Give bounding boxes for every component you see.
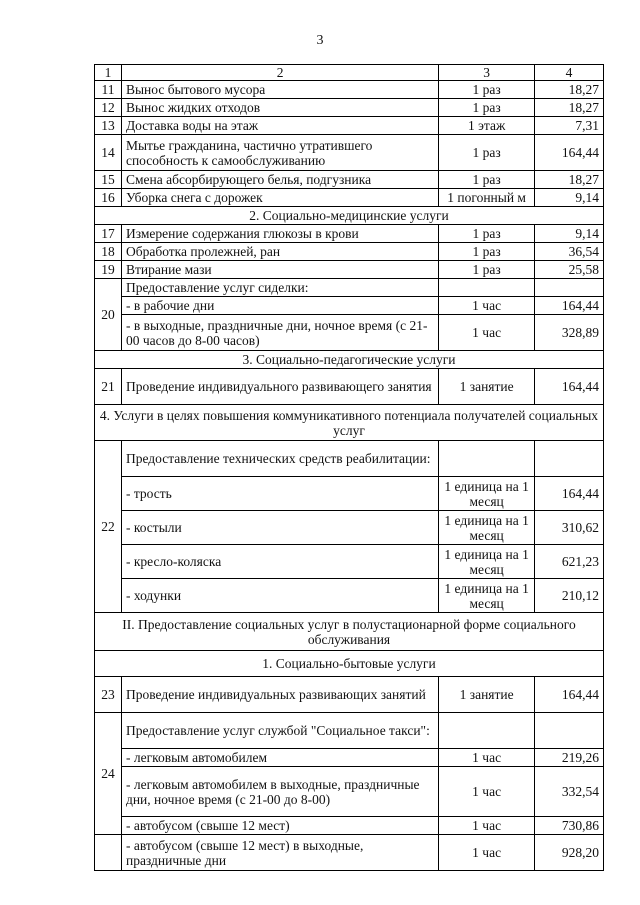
section-heading: 2. Социально-медицинские услуги	[95, 207, 604, 225]
table-row	[95, 677, 604, 713]
service-price: 18,27	[535, 171, 604, 189]
row-number: 16	[95, 189, 122, 207]
row-number: 17	[95, 225, 122, 243]
section-row	[95, 613, 604, 651]
service-price: 25,58	[535, 261, 604, 279]
service-unit: 1 раз	[439, 81, 535, 99]
service-name: - трость	[121, 477, 438, 511]
service-price: 9,14	[535, 225, 604, 243]
table-row	[95, 835, 604, 871]
column-number-cell: 1	[95, 65, 122, 81]
service-price: 36,54	[535, 243, 604, 261]
service-price: 328,89	[535, 315, 604, 351]
table-row	[95, 441, 604, 477]
table-row	[95, 99, 604, 117]
service-name: - автобусом (свыше 12 мест)	[121, 817, 438, 835]
service-price: 730,86	[535, 817, 604, 835]
service-unit: 1 единица на 1 месяц	[439, 511, 535, 545]
column-number-cell: 3	[439, 65, 535, 81]
table-row	[95, 171, 604, 189]
section-heading: 3. Социально-педагогические услуги	[95, 351, 604, 369]
section-row	[95, 405, 604, 441]
table-row	[95, 315, 604, 351]
service-name: - костыли	[121, 511, 438, 545]
section-heading: II. Предоставление социальных услуг в полустационарной форме социального обслуживания	[95, 613, 604, 651]
service-unit: 1 час	[439, 767, 535, 817]
table-row	[95, 261, 604, 279]
section-row	[95, 207, 604, 225]
service-price: 219,26	[535, 749, 604, 767]
service-name: Втирание мази	[121, 261, 438, 279]
service-unit: 1 раз	[439, 99, 535, 117]
service-name: - легковым автомобилем	[121, 749, 438, 767]
service-name: - легковым автомобилем в выходные, праздничные дни, ночное время (с 21-00 до 8-00)	[121, 767, 438, 817]
service-name: - автобусом (свыше 12 мест) в выходные, праздничные дни	[121, 835, 438, 871]
service-unit: 1 погонный м	[439, 189, 535, 207]
service-price: 164,44	[535, 369, 604, 405]
service-name: Проведение индивидуального развивающего занятия	[121, 369, 438, 405]
row-number: 14	[95, 135, 122, 171]
service-unit: 1 час	[439, 297, 535, 315]
service-name: - в рабочие дни	[121, 297, 438, 315]
table-row	[95, 369, 604, 405]
empty-cell	[535, 441, 604, 477]
service-name: Уборка снега с дорожек	[121, 189, 438, 207]
service-unit: 1 час	[439, 749, 535, 767]
service-price: 18,27	[535, 99, 604, 117]
service-price: 7,31	[535, 117, 604, 135]
row-number: 15	[95, 171, 122, 189]
table-row	[95, 545, 604, 579]
service-price: 310,62	[535, 511, 604, 545]
service-price: 164,44	[535, 677, 604, 713]
row-number: 23	[95, 677, 122, 713]
service-unit: 1 единица на 1 месяц	[439, 477, 535, 511]
service-price: 621,23	[535, 545, 604, 579]
service-group-title: Предоставление услуг службой "Социальное такси":	[121, 713, 438, 749]
service-unit: 1 раз	[439, 243, 535, 261]
service-name: Доставка воды на этаж	[121, 117, 438, 135]
service-name: Вынос жидких отходов	[121, 99, 438, 117]
service-price: 332,54	[535, 767, 604, 817]
column-number-cell: 4	[535, 65, 604, 81]
service-name: Обработка пролежней, ран	[121, 243, 438, 261]
row-number: 11	[95, 81, 122, 99]
service-name: Измерение содержания глюкозы в крови	[121, 225, 438, 243]
row-number: 24	[95, 713, 122, 835]
section-heading: 1. Социально-бытовые услуги	[95, 651, 604, 677]
table-row	[95, 767, 604, 817]
section-heading: 4. Услуги в целях повышения коммуникативного потенциала получателей социальных услуг	[95, 405, 604, 441]
column-number-row	[95, 65, 604, 81]
service-name: - в выходные, праздничные дни, ночное время (с 21-00 часов до 8-00 часов)	[121, 315, 438, 351]
table-row	[95, 135, 604, 171]
service-price: 210,12	[535, 579, 604, 613]
service-name: Мытье гражданина, частично утратившего способность к самообслуживанию	[121, 135, 438, 171]
service-unit: 1 раз	[439, 225, 535, 243]
table-row	[95, 817, 604, 835]
service-unit: 1 раз	[439, 171, 535, 189]
row-number: 22	[95, 441, 122, 613]
service-price: 18,27	[535, 81, 604, 99]
service-unit: 1 единица на 1 месяц	[439, 579, 535, 613]
service-group-title: Предоставление технических средств реабилитации:	[121, 441, 438, 477]
service-name: Вынос бытового мусора	[121, 81, 438, 99]
row-number: 20	[95, 279, 122, 351]
service-name: - ходунки	[121, 579, 438, 613]
empty-cell	[95, 835, 122, 871]
table-row	[95, 225, 604, 243]
empty-cell	[535, 279, 604, 297]
table-row	[95, 297, 604, 315]
table-row	[95, 243, 604, 261]
service-unit: 1 раз	[439, 135, 535, 171]
empty-cell	[439, 279, 535, 297]
service-price: 9,14	[535, 189, 604, 207]
column-number-cell: 2	[121, 65, 438, 81]
table-row	[95, 713, 604, 749]
tariff-table	[94, 64, 604, 871]
table-row	[95, 279, 604, 297]
service-group-title: Предоставление услуг сиделки:	[121, 279, 438, 297]
service-unit: 1 час	[439, 835, 535, 871]
service-price: 164,44	[535, 135, 604, 171]
table-row	[95, 579, 604, 613]
service-price: 164,44	[535, 297, 604, 315]
table-row	[95, 81, 604, 99]
table-row	[95, 117, 604, 135]
row-number: 18	[95, 243, 122, 261]
row-number: 13	[95, 117, 122, 135]
service-unit: 1 час	[439, 315, 535, 351]
service-name: - кресло-коляска	[121, 545, 438, 579]
empty-cell	[535, 713, 604, 749]
service-price: 164,44	[535, 477, 604, 511]
table-row	[95, 511, 604, 545]
row-number: 21	[95, 369, 122, 405]
service-unit: 1 час	[439, 817, 535, 835]
row-number: 12	[95, 99, 122, 117]
section-row	[95, 351, 604, 369]
section-row	[95, 651, 604, 677]
service-unit: 1 раз	[439, 261, 535, 279]
service-price: 928,20	[535, 835, 604, 871]
table-row	[95, 477, 604, 511]
service-unit: 1 единица на 1 месяц	[439, 545, 535, 579]
empty-cell	[439, 713, 535, 749]
row-number: 19	[95, 261, 122, 279]
service-name: Смена абсорбирующего белья, подгузника	[121, 171, 438, 189]
empty-cell	[439, 441, 535, 477]
service-unit: 1 этаж	[439, 117, 535, 135]
page-number: 3	[316, 33, 324, 48]
table-row	[95, 749, 604, 767]
service-name: Проведение индивидуальных развивающих занятий	[121, 677, 438, 713]
table-row	[95, 189, 604, 207]
service-unit: 1 занятие	[439, 677, 535, 713]
service-unit: 1 занятие	[439, 369, 535, 405]
